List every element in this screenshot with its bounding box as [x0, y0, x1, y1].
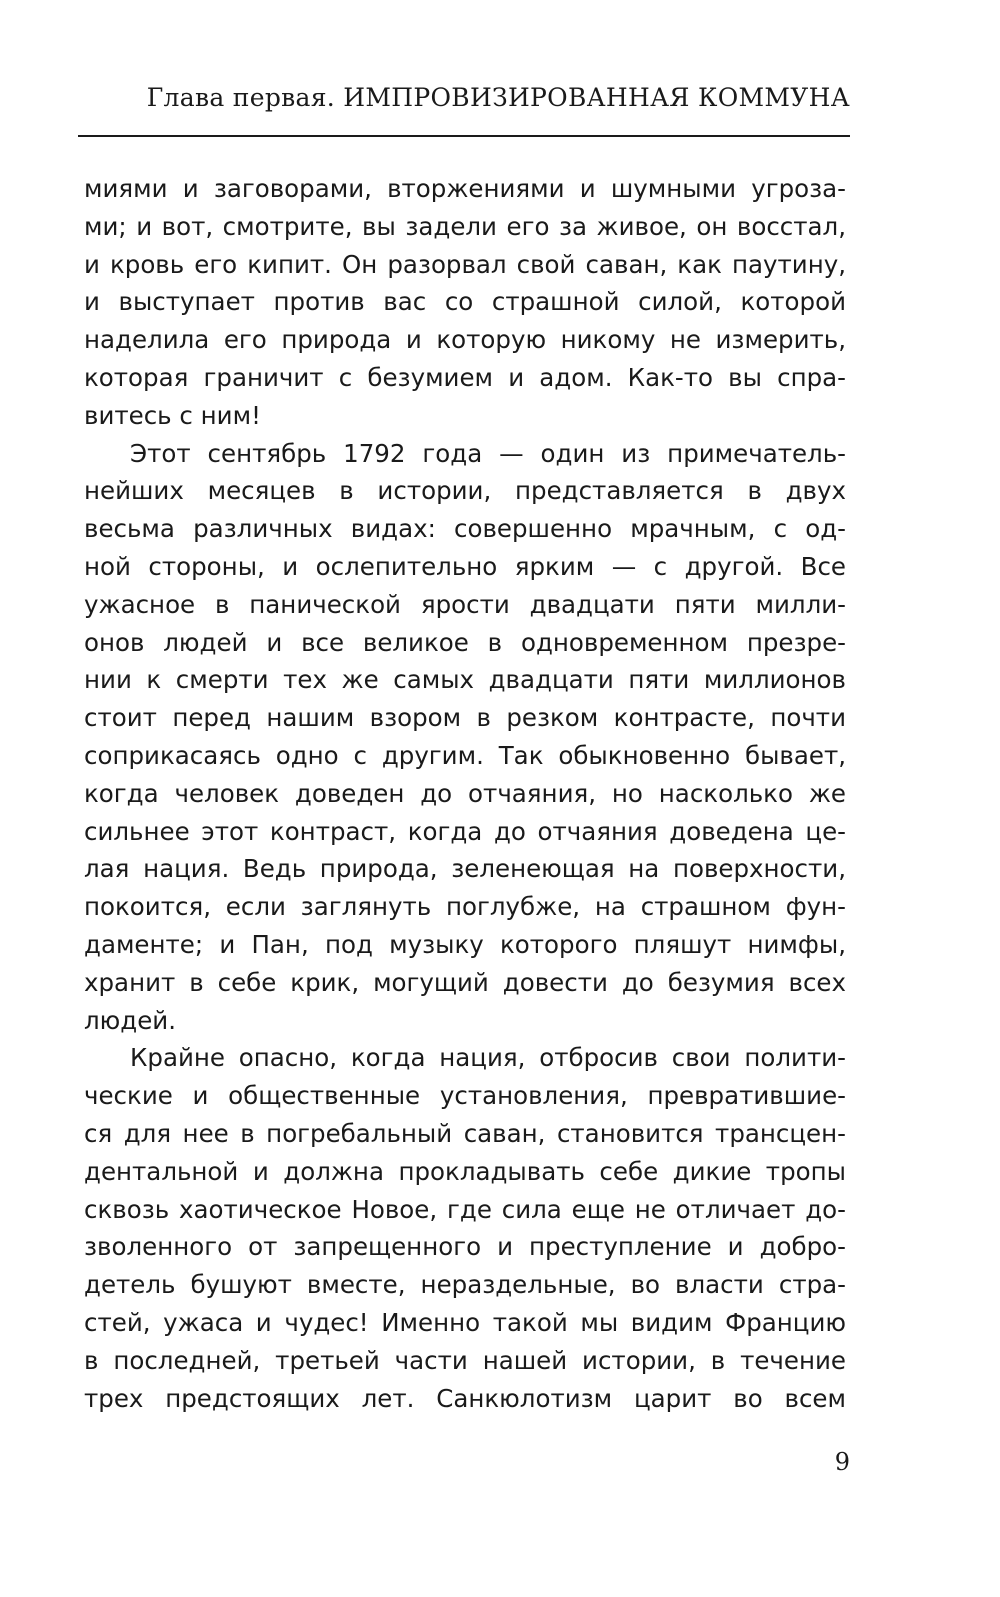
text-line: трех предстоящих лет. Санкюлотизм царит во всем: [84, 1383, 846, 1413]
text-line: витесь с ним!: [84, 400, 261, 430]
chapter-title: ИМПРОВИЗИРОВАННАЯ КОММУНА: [343, 83, 850, 112]
running-head: [78, 78, 850, 118]
text-line: в последней, третьей части нашей истории, в течение: [84, 1345, 846, 1375]
text-line: ся для нее в погребальный саван, становится трансцен-: [84, 1118, 846, 1148]
text-line: ческие и общественные установления, превратившие-: [84, 1081, 846, 1111]
text-line: нии к смерти тех же самых двадцати пяти миллионов: [84, 665, 846, 695]
text-line: весьма различных видах: совершенно мрачным, с од-: [84, 514, 846, 544]
text-line: и кровь его кипит. Он разорвал свой саван, как паутину,: [84, 249, 846, 279]
text-line: стей, ужаса и чудес! Именно такой мы видим Францию: [84, 1307, 846, 1337]
text-line: соприкасаясь одно с другим. Так обыкновенно бывает,: [84, 740, 846, 770]
text-line: ной стороны, и ослепительно ярким — с другой. Все: [84, 551, 846, 581]
text-line: сильнее этот контраст, когда до отчаяния доведена це-: [84, 816, 846, 846]
text-line: зволенного от запрещенного и преступление и добро-: [84, 1232, 846, 1262]
text-line: дентальной и должна прокладывать себе дикие тропы: [84, 1156, 846, 1186]
text-line: и выступает против вас со страшной силой, которой: [84, 287, 846, 317]
paragraph: [84, 170, 846, 435]
text-line: ужасное в панической ярости двадцати пяти милли-: [84, 589, 846, 619]
text-line: сквозь хаотическое Новое, где сила еще не отличает до-: [84, 1194, 846, 1224]
text-line: людей.: [84, 1005, 177, 1035]
chapter-label: Глава первая.: [146, 83, 336, 112]
header-rule: [78, 135, 850, 137]
text-line: наделила его природа и которую никому не измерить,: [84, 325, 846, 355]
text-line: даменте; и Пан, под музыку которого пляшут нимфы,: [84, 929, 846, 959]
text-line: стоит перед нашим взором в резком контрасте, почти: [84, 703, 846, 733]
text-line: покоится, если заглянуть поглубже, на страшном фун-: [84, 892, 846, 922]
body-text: [84, 170, 846, 1417]
paragraph: [84, 1039, 846, 1417]
text-line: которая граничит с безумием и адом. Как-то вы спра-: [84, 362, 846, 392]
text-line: миями и заговорами, вторжениями и шумными угроза-: [84, 174, 846, 203]
text-line: хранит в себе крик, могущий довести до безумия всех: [84, 967, 846, 997]
page-number: 9: [834, 1448, 850, 1476]
text-line: онов людей и все великое в одновременном презре-: [84, 627, 846, 657]
text-line: Этот сентябрь 1792 года — один из примечатель-: [130, 438, 846, 468]
text-line: лая нация. Ведь природа, зеленеющая на поверхности,: [84, 854, 846, 884]
paragraph: [84, 435, 846, 1040]
text-line: ми; и вот, смотрите, вы задели его за живое, он восстал,: [84, 211, 846, 241]
text-line: Крайне опасно, когда нация, отбросив свои полити-: [130, 1043, 846, 1073]
text-line: детель бушуют вместе, нераздельные, во власти стра-: [84, 1270, 846, 1300]
text-line: когда человек доведен до отчаяния, но насколько же: [84, 778, 846, 808]
text-line: нейших месяцев в истории, представляется в двух: [84, 476, 846, 506]
